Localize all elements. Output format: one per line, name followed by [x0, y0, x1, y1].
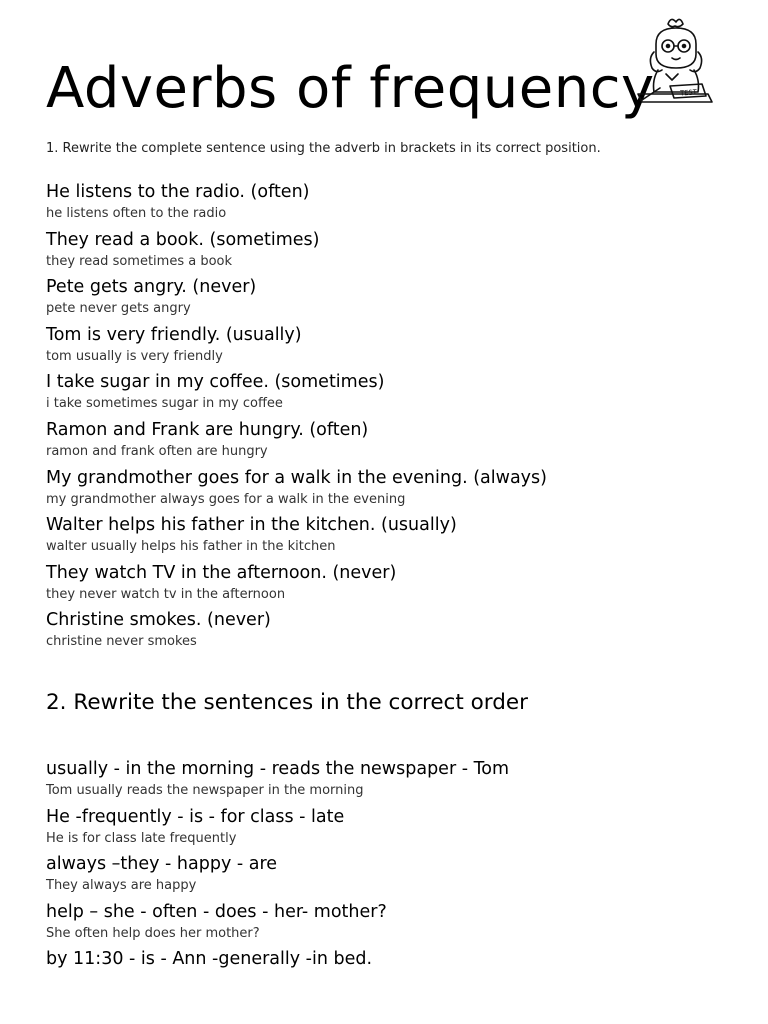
list-item	[46, 275, 746, 323]
exercise-answer: they never watch tv in the afternoon	[46, 586, 286, 602]
section1-instruction: 1. Rewrite the complete sentence using the adverb in brackets in its correct position.	[46, 141, 601, 156]
student-test-illustration-icon	[630, 14, 716, 112]
exercise-answer: they read sometimes a book	[46, 253, 233, 269]
section2-list	[46, 757, 746, 995]
exercise-sentence: They read a book. (sometimes)	[46, 229, 320, 250]
exercise-sentence: My grandmother goes for a walk in the evening. (always)	[46, 467, 547, 488]
list-item	[46, 228, 746, 276]
exercise-answer: She often help does her mother?	[46, 925, 260, 941]
exercise-sentence: Ramon and Frank are hungry. (often)	[46, 419, 369, 440]
exercise-answer: He is for class late frequently	[46, 830, 237, 846]
exercise-sentence: They watch TV in the afternoon. (never)	[46, 562, 397, 583]
list-item	[46, 757, 746, 805]
list-item	[46, 608, 746, 656]
list-item	[46, 561, 746, 609]
exercise-sentence: He -frequently - is - for class - late	[46, 806, 345, 827]
list-item	[46, 900, 746, 948]
exercise-sentence: Christine smokes. (never)	[46, 610, 271, 631]
exercise-sentence: I take sugar in my coffee. (sometimes)	[46, 372, 385, 393]
exercise-answer: ramon and frank often are hungry	[46, 443, 268, 459]
test-paper-label: TEST	[679, 88, 698, 98]
exercise-sentence: Tom is very friendly. (usually)	[46, 324, 302, 345]
list-item	[46, 370, 746, 418]
exercise-answer: christine never smokes	[46, 634, 197, 650]
list-item	[46, 513, 746, 561]
exercise-answer: my grandmother always goes for a walk in the evening	[46, 491, 406, 507]
exercise-sentence: usually - in the morning - reads the newspaper - Tom	[46, 759, 510, 779]
exercise-answer: he listens often to the radio	[46, 206, 227, 221]
section1-list	[46, 180, 746, 656]
exercise-answer: pete never gets angry	[46, 301, 191, 317]
exercise-sentence: He listens to the radio. (often)	[46, 182, 310, 202]
exercise-answer: i take sometimes sugar in my coffee	[46, 396, 283, 412]
exercise-sentence: Walter helps his father in the kitchen. (usually)	[46, 515, 457, 536]
exercise-answer: tom usually is very friendly	[46, 348, 223, 364]
section2-heading: 2. Rewrite the sentences in the correct order	[46, 690, 528, 715]
exercise-sentence: by 11:30 - is - Ann -generally -in bed.	[46, 949, 373, 970]
list-item	[46, 180, 746, 228]
list-item	[46, 323, 746, 371]
exercise-sentence: always –they - happy - are	[46, 854, 278, 875]
exercise-sentence: help – she - often - does - her- mother?	[46, 901, 387, 922]
list-item	[46, 947, 746, 995]
list-item	[46, 466, 746, 514]
exercise-answer: walter usually helps his father in the kitchen	[46, 539, 336, 555]
page-title: Adverbs of frequency	[46, 56, 655, 121]
exercise-answer: Tom usually reads the newspaper in the morning	[46, 783, 364, 798]
exercise-sentence: Pete gets angry. (never)	[46, 277, 257, 298]
list-item	[46, 418, 746, 466]
list-item	[46, 805, 746, 853]
list-item	[46, 852, 746, 900]
exercise-answer: They always are happy	[46, 878, 197, 894]
